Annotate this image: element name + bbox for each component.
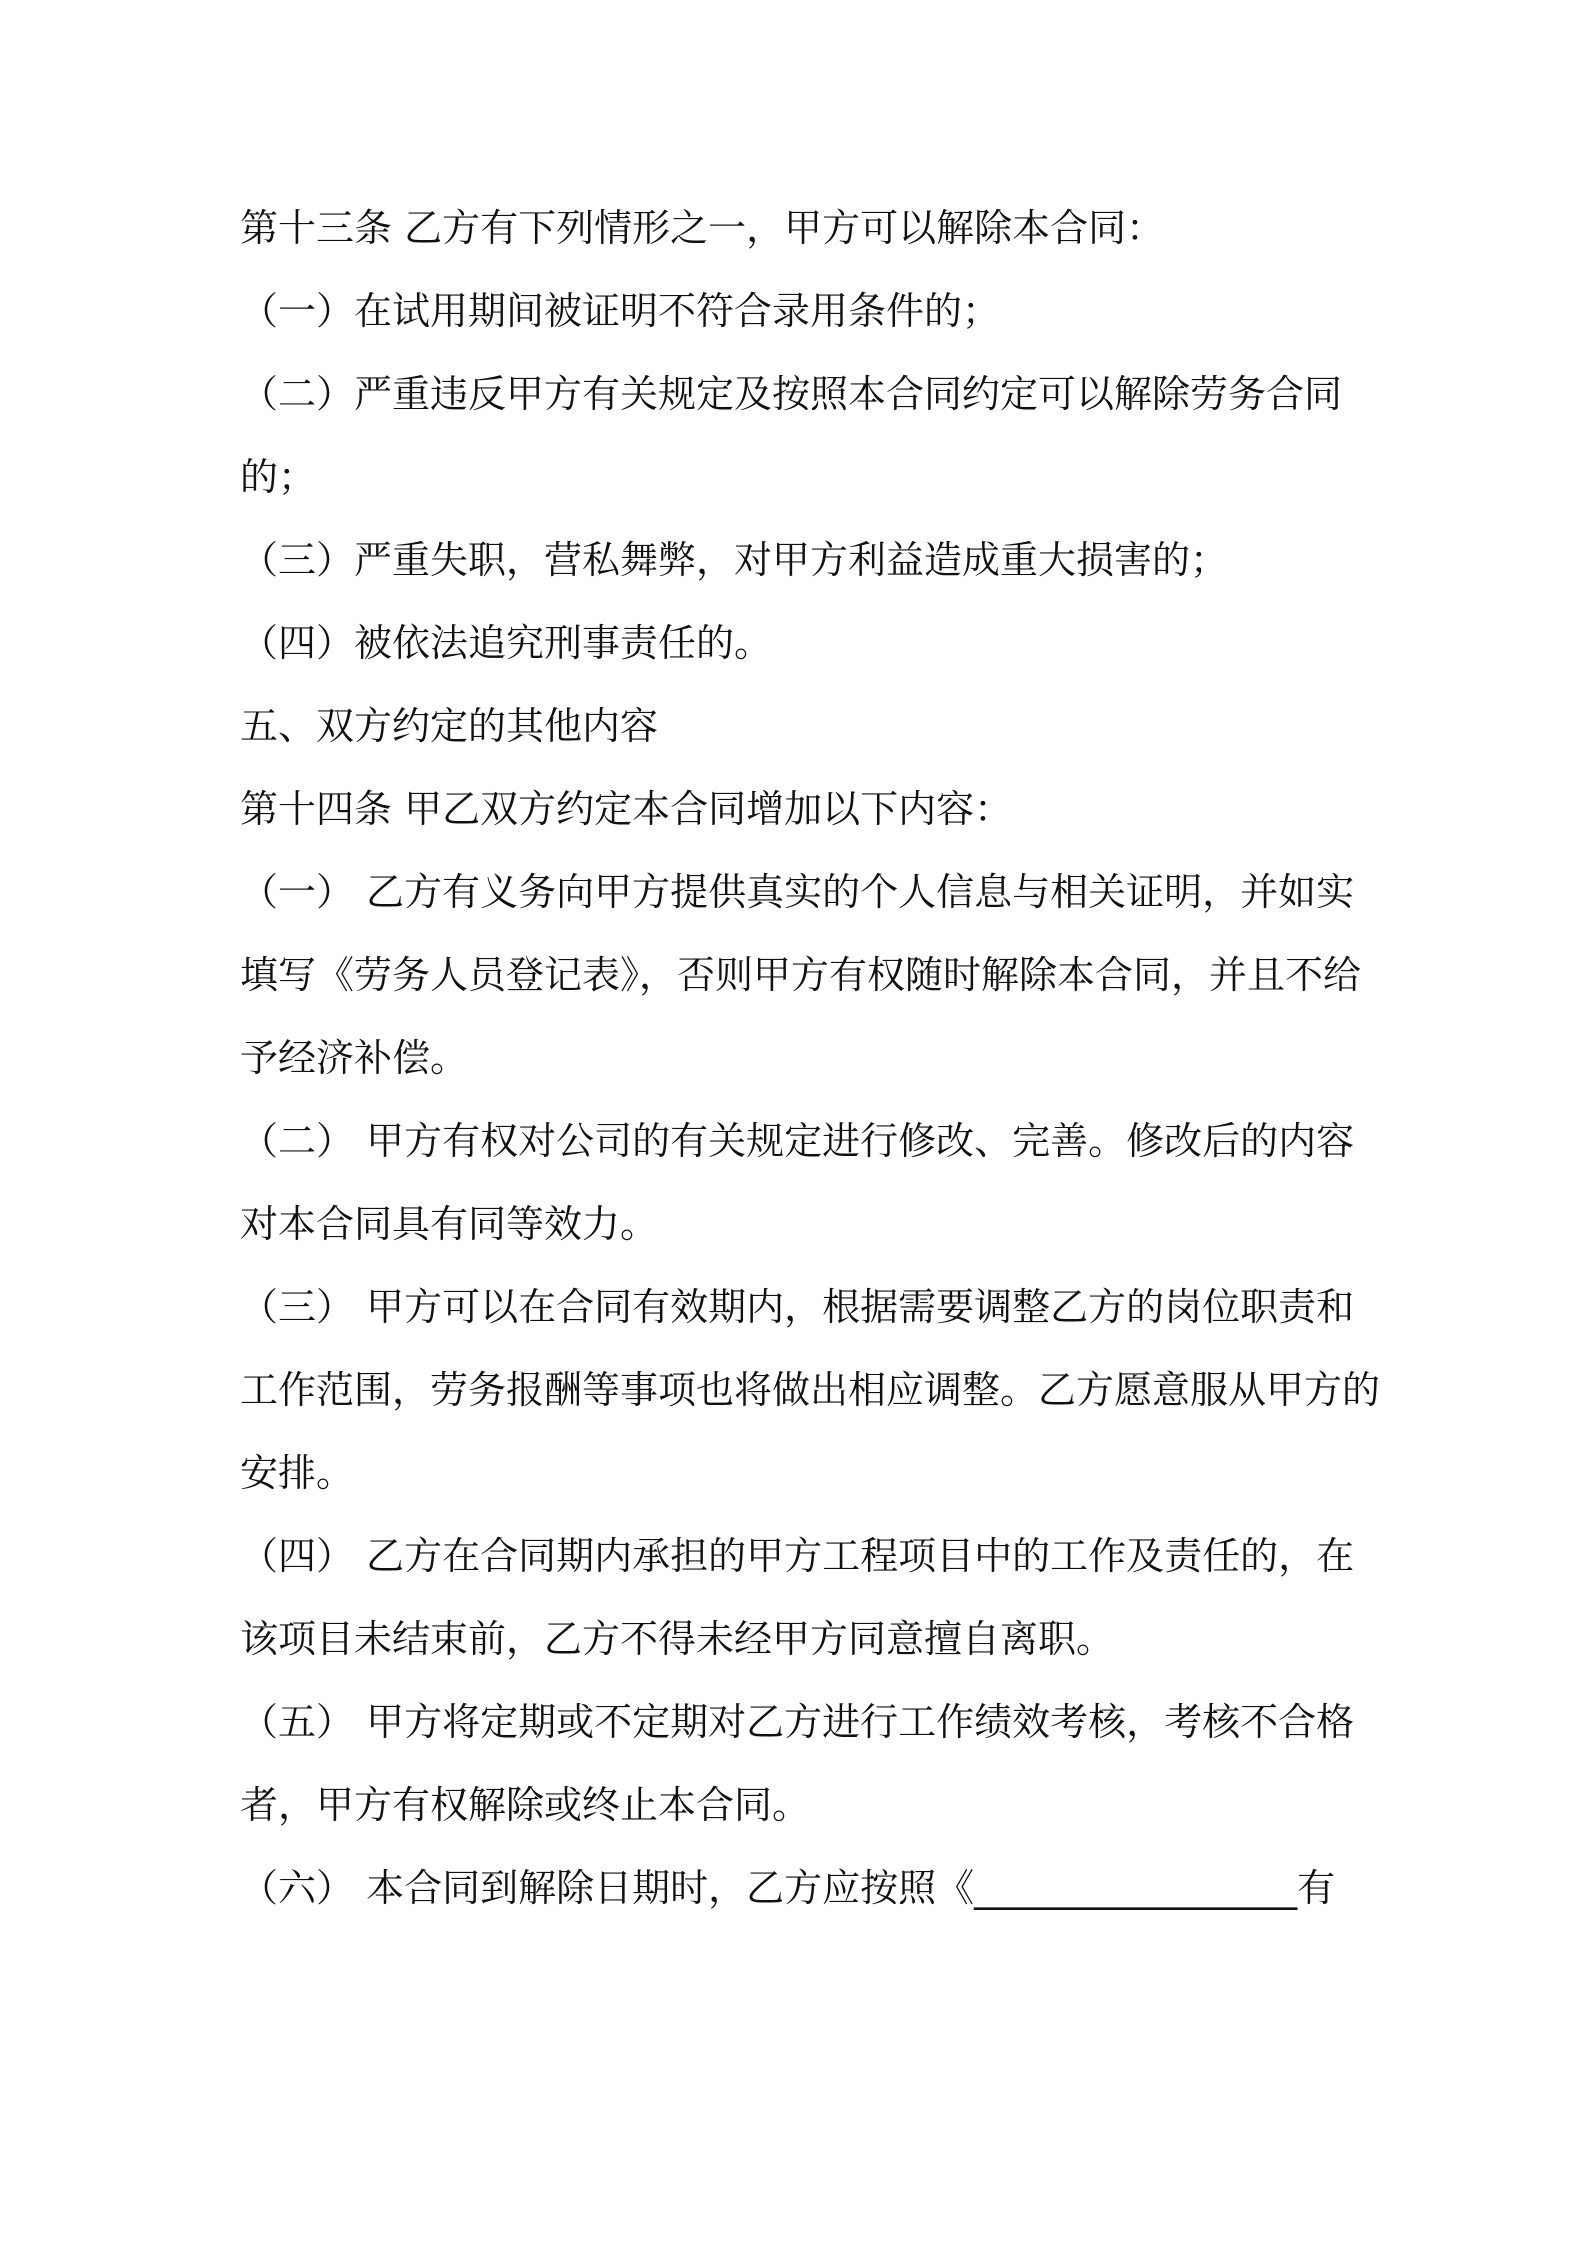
- article-13-heading: 第十三条 乙方有下列情形之一，甲方可以解除本合同：: [240, 206, 1165, 250]
- article-14-clause-5: （五） 甲方将定期或不定期对乙方进行工作绩效考核，考核不合格: [240, 1700, 1355, 1744]
- article-14-clause-4-cont: 该项目未结束前，乙方不得未经甲方同意擅自离职。: [240, 1617, 1115, 1661]
- article-14-clause-3-end: 安排。: [240, 1451, 355, 1495]
- article-13-clause-1: （一）在试用期间被证明不符合录用条件的；: [240, 289, 1001, 333]
- article-14-clause-1-cont: 填写《劳务人员登记表》，否则甲方有权随时解除本合同，并且不给: [240, 953, 1362, 997]
- article-14-clause-3-cont: 工作范围，劳务报酬等事项也将做出相应调整。乙方愿意服从甲方的: [240, 1368, 1381, 1412]
- article-13-clause-3: （三）严重失职，营私舞弊，对甲方利益造成重大损害的；: [240, 538, 1229, 582]
- article-14-clause-1-end: 予经济补偿。: [240, 1036, 469, 1080]
- section-5-heading: 五、双方约定的其他内容: [240, 704, 659, 748]
- article-13-clause-4: （四）被依法追究刑事责任的。: [240, 621, 773, 665]
- article-14-clause-4: （四） 乙方在合同期内承担的甲方工程项目中的工作及责任的，在: [240, 1534, 1355, 1578]
- article-14-clause-2-cont: 对本合同具有同等效力。: [240, 1202, 659, 1246]
- article-14-clause-6: （六） 本合同到解除日期时，乙方应按照《_________________有: [240, 1866, 1336, 1910]
- article-13-clause-2-cont: 的；: [240, 455, 317, 499]
- article-14-clause-1: （一） 乙方有义务向甲方提供真实的个人信息与相关证明，并如实: [240, 870, 1355, 914]
- article-14-clause-3: （三） 甲方可以在合同有效期内，根据需要调整乙方的岗位职责和: [240, 1285, 1355, 1329]
- article-14-heading: 第十四条 甲乙双方约定本合同增加以下内容：: [240, 787, 1013, 831]
- article-14-clause-2: （二） 甲方有权对公司的有关规定进行修改、完善。修改后的内容: [240, 1119, 1355, 1163]
- article-14-clause-5-cont: 者，甲方有权解除或终止本合同。: [240, 1783, 811, 1827]
- article-13-clause-2: （二）严重违反甲方有关规定及按照本合同约定可以解除劳务合同: [240, 372, 1343, 416]
